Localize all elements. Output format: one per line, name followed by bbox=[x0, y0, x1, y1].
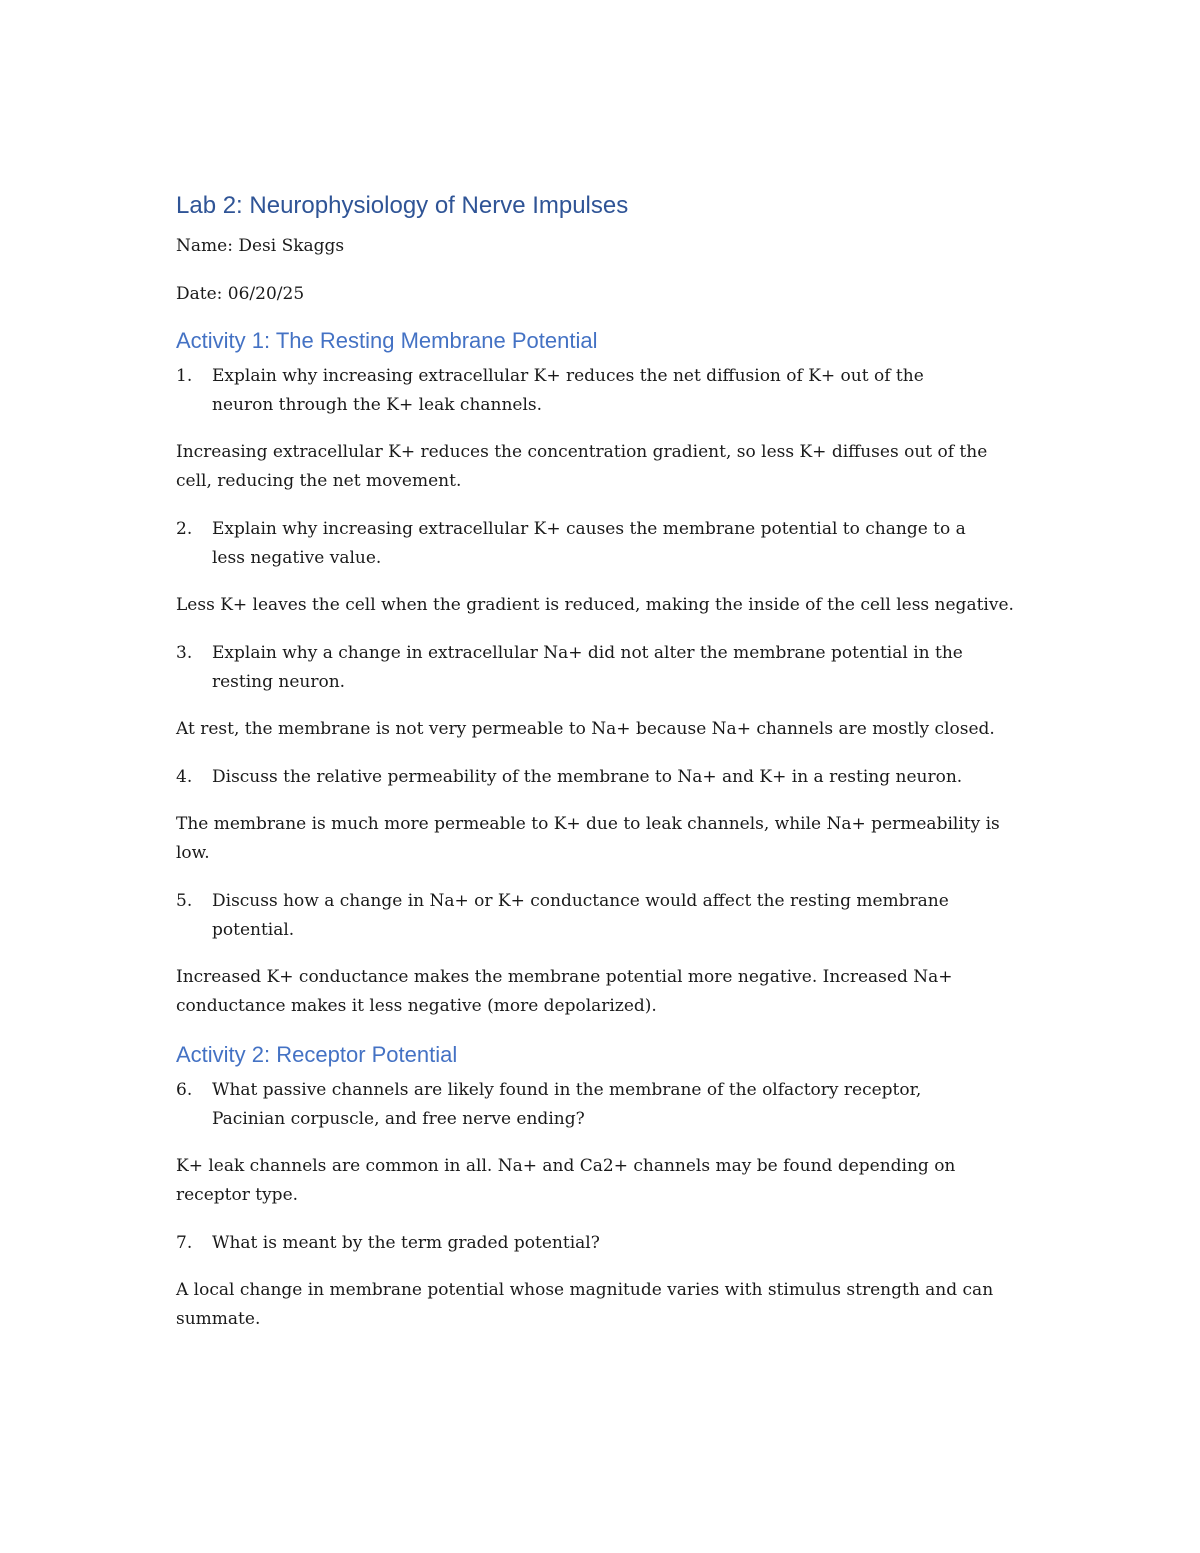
question-number: 4. bbox=[176, 767, 193, 787]
answer-2: Less K+ leaves the cell when the gradient is reduced, making the inside of the cell less negative. bbox=[176, 595, 1014, 615]
question-7 bbox=[176, 1229, 1026, 1258]
question-5 bbox=[176, 887, 1026, 945]
document-title: Lab 2: Neurophysiology of Nerve Impulses bbox=[176, 192, 629, 219]
question-2 bbox=[176, 515, 1026, 573]
question-3 bbox=[176, 639, 1026, 697]
date-line: Date: 06/20/25 bbox=[176, 284, 305, 304]
question-number: 3. bbox=[176, 643, 193, 663]
question-text: Discuss how a change in Na+ or K+ conductance would affect the resting membrane potential. bbox=[212, 891, 949, 940]
answer-7: A local change in membrane potential whose magnitude varies with stimulus strength and can summate. bbox=[176, 1280, 994, 1329]
question-number: 6. bbox=[176, 1080, 193, 1100]
question-number: 5. bbox=[176, 891, 193, 911]
question-text: Explain why a change in extracellular Na+ did not alter the membrane potential in the resting neuron. bbox=[212, 643, 963, 692]
answer-6: K+ leak channels are common in all. Na+ and Ca2+ channels may be found depending on receptor type. bbox=[176, 1156, 956, 1205]
answer-5: Increased K+ conductance makes the membrane potential more negative. Increased Na+ conductance makes it less negative (more depolarized). bbox=[176, 967, 953, 1016]
section-heading-activity-2: Activity 2: Receptor Potential bbox=[176, 1042, 458, 1067]
name-line: Name: Desi Skaggs bbox=[176, 236, 345, 256]
answer-3: At rest, the membrane is not very permeable to Na+ because Na+ channels are mostly closed. bbox=[176, 719, 995, 739]
question-text: Discuss the relative permeability of the membrane to Na+ and K+ in a resting neuron. bbox=[212, 767, 963, 787]
question-number: 2. bbox=[176, 519, 193, 539]
question-4 bbox=[176, 763, 1026, 792]
question-1 bbox=[176, 362, 1026, 420]
section-heading-activity-1: Activity 1: The Resting Membrane Potential bbox=[176, 328, 598, 353]
question-text: Explain why increasing extracellular K+ causes the membrane potential to change to a less negative value. bbox=[212, 519, 966, 568]
question-number: 1. bbox=[176, 366, 193, 386]
question-text: What is meant by the term graded potential? bbox=[212, 1233, 600, 1253]
document-body bbox=[176, 190, 1026, 1353]
question-text: Explain why increasing extracellular K+ reduces the net diffusion of K+ out of the neuron through the K+ leak channels. bbox=[212, 366, 924, 415]
answer-4: The membrane is much more permeable to K+ due to leak channels, while Na+ permeability is low. bbox=[176, 814, 1000, 863]
question-number: 7. bbox=[176, 1233, 193, 1253]
question-text: What passive channels are likely found in the membrane of the olfactory receptor, Pacinian corpuscle, and free nerve ending? bbox=[212, 1080, 922, 1129]
answer-1: Increasing extracellular K+ reduces the concentration gradient, so less K+ diffuses out of the cell, reducing the net movement. bbox=[176, 442, 988, 491]
question-6 bbox=[176, 1076, 1026, 1134]
